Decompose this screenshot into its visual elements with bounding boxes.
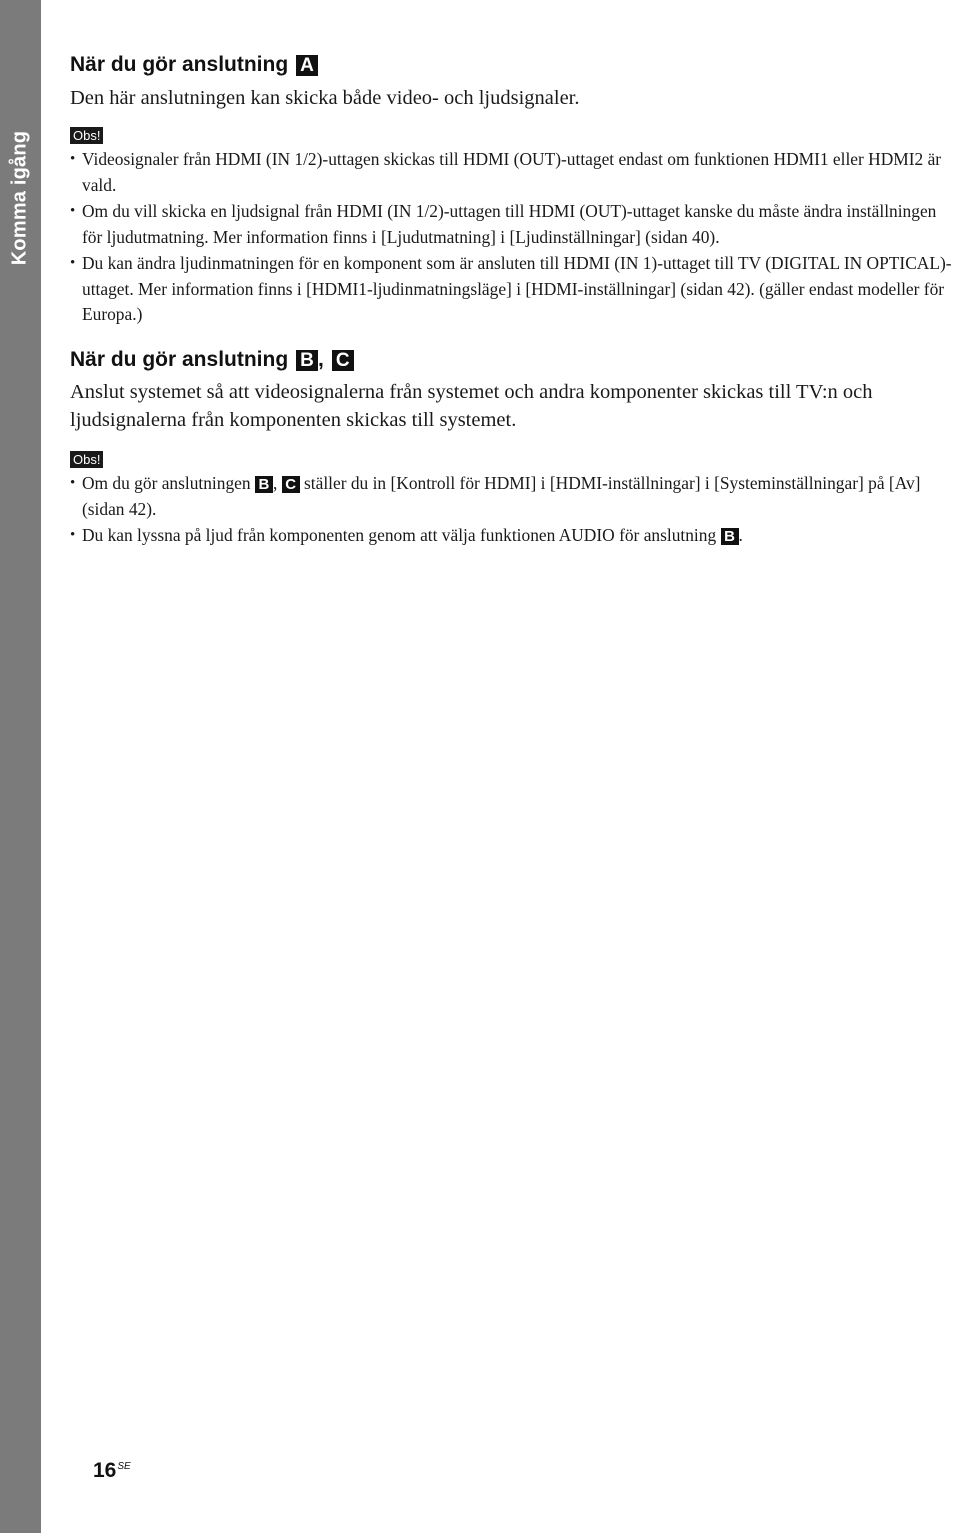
- list-item-text: Om du gör anslutningen: [82, 473, 251, 493]
- list-item-text: Du kan lyssna på ljud från komponenten genom att välja funktionen AUDIO för anslutning: [82, 525, 717, 545]
- bullet-icon: •: [70, 203, 76, 219]
- section-bc-note-list: [70, 471, 960, 550]
- list-item: [70, 471, 960, 522]
- connection-b-badge: B: [296, 350, 318, 371]
- section-bc-note-label: Obs!: [70, 451, 103, 468]
- connection-b-badge: B: [255, 476, 273, 493]
- list-item: [70, 251, 960, 328]
- list-item-text: ställer du in [Kontroll för HDMI] i [HDMI-inställningar] i [Systeminställningar] på [Av] (sidan 42).: [82, 473, 921, 519]
- list-item-text: Du kan ändra ljudinmatningen för en komponent som är ansluten till HDMI (IN 1)-uttaget till TV (DIGITAL IN OPTICAL)-uttaget. Mer information finns i [HDMI1-ljudinmatningsläge] i [HDMI-inställningar] (sidan 42). (gäller endast modeller för Europa.): [82, 253, 952, 324]
- section-a-heading: [70, 52, 318, 78]
- bullet-icon: •: [70, 151, 76, 167]
- list-item-text: Om du vill skicka en ljudsignal från HDMI (IN 1/2)-uttagen till HDMI (OUT)-uttaget kanske du måste ändra inställningen för ljudutmatning. Mer information finns i [Ljudutmatning] i [Ljudinställningar] (sidan 40).: [82, 201, 937, 247]
- page-number-value: 16: [93, 1459, 117, 1482]
- list-item: [70, 199, 960, 250]
- list-item: [70, 147, 960, 198]
- section-a-heading-text: När du gör anslutning: [70, 53, 289, 76]
- side-tab-strip: [0, 0, 41, 1533]
- section-bc-intro: Anslut systemet så att videosignalerna från systemet och andra komponenter skickas till TV:n och ljudsignalerna från komponenten skickas till systemet.: [70, 381, 873, 431]
- page-number: [93, 1459, 131, 1483]
- connection-c-badge: C: [332, 350, 354, 371]
- section-a-note-label: Obs!: [70, 127, 103, 144]
- list-item-text: Videosignaler från HDMI (IN 1/2)-uttagen skickas till HDMI (OUT)-uttaget endast om funktionen HDMI1 eller HDMI2 är vald.: [82, 149, 942, 195]
- chapter-label: Komma igång: [8, 130, 31, 266]
- list-item: [70, 523, 960, 549]
- bullet-icon: •: [70, 255, 76, 271]
- list-item-text: .: [738, 525, 743, 545]
- connection-b-badge: B: [721, 528, 739, 545]
- list-item-separator: ,: [272, 473, 278, 493]
- connection-a-badge: A: [296, 55, 318, 76]
- page-number-suffix: SE: [117, 1461, 131, 1472]
- connection-c-badge: C: [282, 476, 300, 493]
- heading-separator: ,: [318, 348, 324, 371]
- section-bc-heading-text: När du gör anslutning: [70, 348, 289, 371]
- bullet-icon: •: [70, 475, 76, 491]
- bullet-icon: •: [70, 527, 76, 543]
- section-bc-heading: [70, 347, 354, 373]
- section-a-intro: Den här anslutningen kan skicka både video- och ljudsignaler.: [70, 87, 580, 109]
- section-a-note-list: [70, 147, 960, 329]
